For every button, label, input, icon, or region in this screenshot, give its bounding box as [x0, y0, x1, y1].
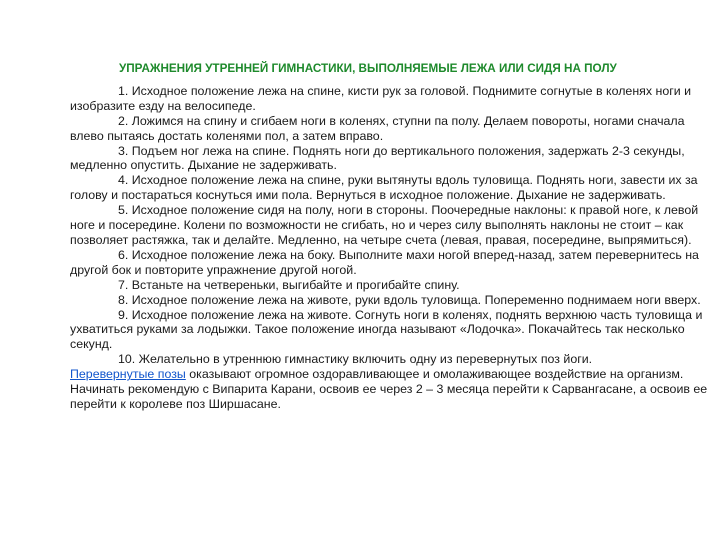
exercise-paragraph-3: 3. Подъем ног лежа на спине. Поднять ноги до вертикального положения, задержать 2-3 секунды, медленно опустить. Дыхание не задерживать.	[70, 143, 685, 173]
exercise-paragraph-10: 10. Желательно в утреннюю гимнастику включить одну из перевернутых поз йоги.	[118, 352, 593, 367]
exercise-paragraph-8: 8. Исходное положение лежа на животе, руки вдоль туловища. Попеременно поднимаем ноги вверх.	[118, 292, 701, 307]
exercise-paragraph-5: 5. Исходное положение сидя на полу, ноги в стороны. Поочередные наклоны: к правой ноге, к левой ноге и посередине. Колени по возможности не сгибать, но и через силу выполнять наклоны не стоит – как позволяет растяжка, так и делайте. Медленно, на четыре счета (левая, правая, посередине, выпрямиться).	[70, 203, 699, 247]
final-paragraph	[70, 367, 720, 412]
inverted-poses-link[interactable]: Перевернутые позы	[70, 367, 186, 382]
final-paragraph-text: оказывают огромное оздоравливающее и омолаживающее воздействие на организм. Начинать рекомендую с Випарита Карани, освоив ее через 2 – 3 месяца перейти к Сарвангасане, а освоив ее перейти к королеве поз Ширшасане.	[70, 367, 708, 411]
exercise-paragraph-2: 2. Ложимся на спину и сгибаем ноги в коленях, ступни па полу. Делаем повороты, ногами сначала влево пытаясь достать коленями пол, а затем вправо.	[70, 113, 685, 143]
exercise-paragraph-9: 9. Исходное положение лежа на животе. Согнуть ноги в коленях, поднять верхнюю часть туловища и ухватиться руками за лодыжки. Такое положение иногда называют «Лодочка». Покачайтесь так несколько секунд.	[70, 307, 703, 352]
exercise-paragraph-7: 7. Встаньте на четвереньки, выгибайте и прогибайте спину.	[118, 277, 460, 292]
exercise-paragraph-4: 4. Исходное положение лежа на спине, руки вытянуты вдоль туловища. Поднять ноги, завести их за голову и постараться коснуться ими пола. Вернуться в исходное положение. Дыхание не задерживать.	[70, 173, 698, 203]
document-body	[70, 62, 720, 412]
exercise-paragraph-6: 6. Исходное положение лежа на боку. Выполните махи ногой вперед-назад, затем перевернитесь на другой бок и повторите упражнение другой ногой.	[70, 247, 699, 277]
exercise-paragraph-1: 1. Исходное положение лежа на спине, кисти рук за головой. Поднимите согнутые в коленях ноги и изобразите езду на велосипеде.	[70, 83, 692, 113]
document-title: УПРАЖНЕНИЯ УТРЕННЕЙ ГИМНАСТИКИ, ВЫПОЛНЯЕМЫЕ ЛЕЖА ИЛИ СИДЯ НА ПОЛУ	[119, 62, 617, 75]
